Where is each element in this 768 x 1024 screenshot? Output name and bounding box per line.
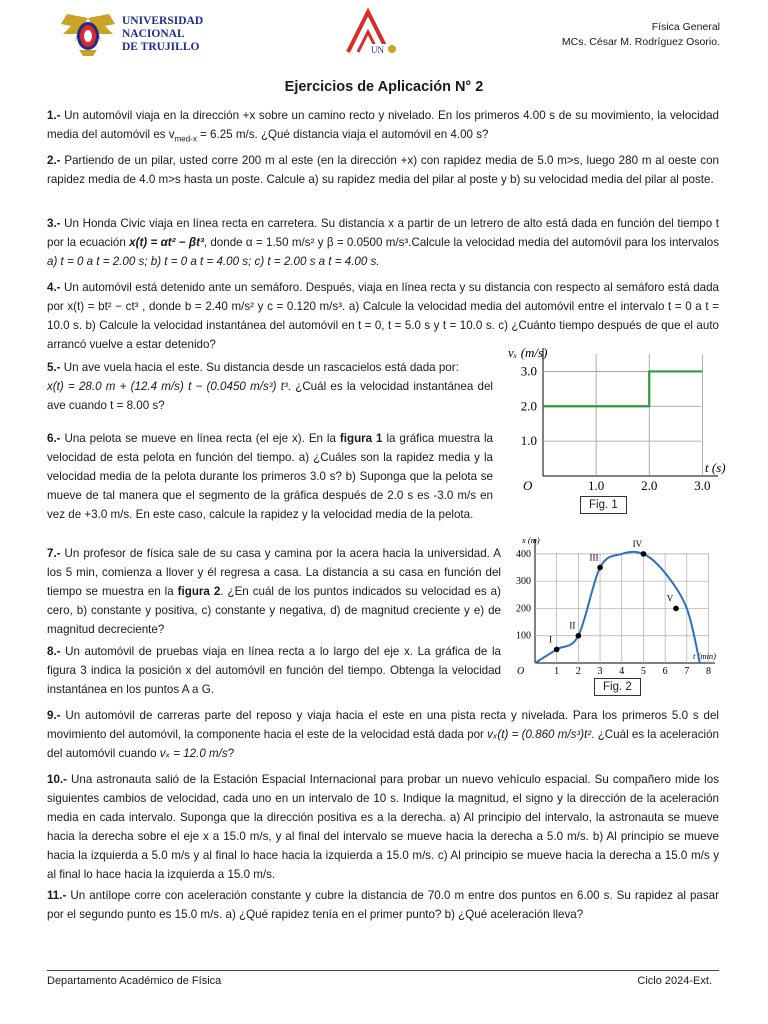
x-tick-label: 3: [597, 666, 603, 677]
university-name: UNIVERSIDAD NACIONAL DE TRUJILLO: [122, 15, 204, 53]
x-tick-label: 2: [575, 666, 581, 677]
exercise-10: 10.- Una astronauta salió de la Estación Espacial Internacional para probar un nuevo vehículo espacial. Su compañero mide los siguientes cambios de velocidad, cada uno en un intervalo de 10 s. Indique la magnitud, el signo y la dirección de la aceleración media en cada intervalo. Suponga que la dirección positiva es a la derecha. a) Al principio del intervalo, la astronauta se mueve hacia la derecha sobre el eje x a 15.0 m/s, y al final del intervalo se mueve hacia la derecha a 5.0 m/s. b) Al principio se mueve hacia la izquierda a 5.0 m/s y al final lo hace hacia la izquierda a 15.0 m/s. c) Al principio se mueve hacia la derecha a 15.0 m/s y al final lo hace hacia la izquierda a 15.0 m/s.: [47, 773, 719, 881]
y-tick-label: 400: [516, 548, 531, 560]
exercise-2: 2.- Partiendo de un pilar, usted corre 200 m al este (en la dirección +x) con rapidez media de 5.0 m>s, luego 280 m al oeste con rapidez media de 4.0 m>s hasta un poste. Calcule a) su rapidez media del pilar al poste y b) su velocidad media del pilar al poste.: [47, 154, 719, 186]
point-label: IV: [632, 538, 643, 549]
exercise-8: 8.- Un automóvil de pruebas viaja en línea recta a lo largo del eje x. La gráfica de la figura 3 indica la posición x del automóvil en función del tiempo. Obtenga la velocidad instantánea en los puntos A a G.: [47, 645, 501, 696]
exercise-9: 9.- Un automóvil de carreras parte del reposo y viaja hacia el este en una pista recta y nivelada. Para los primeros 5.0 s del movimiento del automóvil, la componente hacia el este de la velocidad está dada por vₓ(t) = (0.860 m/s³)t². ¿Cuál es la aceleración del automóvil cuando vₓ = 12.0 m/s?: [47, 709, 720, 760]
y-axis-label: x (m): [522, 535, 540, 545]
y-tick-label: 2.0: [520, 398, 537, 414]
department-logo-text: UN: [371, 45, 384, 55]
x-tick-label: 1.0: [588, 478, 605, 493]
marked-point: [673, 606, 679, 612]
marked-point: [597, 565, 603, 571]
point-label: III: [589, 552, 599, 563]
figure-2-chart: [505, 533, 720, 683]
figure-1-label: Fig. 1: [580, 496, 627, 514]
origin-label: O: [517, 666, 525, 677]
footer-divider: [47, 970, 719, 971]
course-name: Física General: [651, 21, 720, 33]
y-tick-label: 100: [516, 630, 531, 642]
x-axis-label: t (min): [693, 651, 716, 661]
y-axis-label: vₓ (m/s): [508, 345, 548, 360]
x-tick-label: 6: [662, 666, 668, 677]
y-tick-label: 300: [516, 576, 531, 588]
x-tick-label: 7: [684, 666, 690, 677]
x-tick-label: 4: [619, 666, 625, 677]
x-axis-label: t (s): [705, 460, 726, 475]
marked-point: [554, 647, 560, 653]
footer-cycle: Ciclo 2024-Ext.: [637, 975, 712, 987]
page-title: Ejercicios de Aplicación N° 2: [284, 79, 484, 95]
university-logo: [57, 12, 119, 58]
exercise-6: 6.- Una pelota se mueve en línea recta (el eje x). En la figura 1 la gráfica muestra la velocidad de esta pelota en función del tiempo. a) ¿Cuáles son la rapidez media y la velocidad media de la pelota durante los primeros 3.0 s? b) Suponga que la pelota se mueve de tal manera que el segmento de la gráfica después de 2.0 s es -3.0 m/s en vez de +3.0 m/s. En este caso, calcule la rapidez y la velocidad media de la pelota.: [47, 432, 493, 521]
y-tick-label: 3.0: [520, 363, 537, 379]
marked-point: [641, 551, 647, 557]
exercise-3: 3.- Un Honda Civic viaja en línea recta en carretera. Su distancia x a partir de un letrero de alto está dada en función del tiempo t por la ecuación x(t) = αt² − βt³, donde α = 1.50 m/s² y β = 0.0500 m/s³.Calcule la velocidad media del automóvil para los intervalos a) t = 0 a t = 2.00 s; b) t = 0 a t = 4.00 s; c) t = 2.00 s a t = 4.00 s.: [47, 217, 719, 268]
origin-label: O: [523, 478, 533, 493]
exercise-11: 11.- Un antílope corre con aceleración constante y cubre la distancia de 70.0 m entre dos puntos en 6.00 s. Su rapidez al pasar por el segundo punto es 15.0 m/s. a) ¿Qué rapidez tenía en el primer punto? b) ¿Qué aceleración lleva?: [47, 889, 719, 921]
marked-point: [576, 633, 582, 639]
teacher-name: MCs. César M. Rodríguez Osorio.: [561, 36, 720, 48]
point-label: V: [666, 593, 674, 604]
exercise-7: 7.- Un profesor de física sale de su casa y camina por la acera hacia la universidad. A los 5 min, comienza a llover y él regresa a casa. La distancia a su casa en función del tiempo se muestra en la figura 2. ¿En cuál de los puntos indicados su velocidad es a) cero, b) constante y positiva, c) constante y negativa, d) de magnitud creciente y e) de magnitud decreciente?: [47, 547, 501, 636]
x-tick-label: 5: [640, 666, 646, 677]
point-label: I: [549, 634, 553, 645]
department-logo: [340, 8, 400, 58]
figure-1-chart: [503, 340, 726, 493]
x-tick-label: 1: [554, 666, 560, 677]
y-tick-label: 200: [516, 603, 531, 615]
footer-department: Departamento Académico de Física: [47, 975, 222, 987]
header-right: [562, 20, 720, 50]
point-label: II: [569, 620, 576, 631]
velocity-series-line: [543, 371, 702, 406]
y-tick-label: 1.0: [520, 433, 537, 449]
x-tick-label: 3.0: [694, 478, 711, 493]
x-tick-label: 8: [705, 666, 711, 677]
exercise-5: 5.- Un ave vuela hacia el este. Su distancia desde un rascacielos está dada por: x(t) = 28.0 m + (12.4 m/s) t − (0.0450 m/s³) t³. ¿Cuál es la velocidad instantánea del ave cuando t = 8.00 s?: [47, 361, 493, 412]
x-tick-label: 2.0: [641, 478, 658, 493]
exercise-1: 1.- Un automóvil viaja en la dirección +x sobre un camino recto y nivelado. En los primeros 4.00 s de su movimiento, la velocidad media del automóvil es $v_{med-x} = 6.25$ m/s. ¿Qué distancia viaja el automóvil en 4.00 s?: [47, 109, 719, 144]
exercise-4: 4.- Un automóvil está detenido ante un semáforo. Después, viaja en línea recta y su distancia con respecto al semáforo está dada por x(t) = bt² − ct³ , donde b = 2.40 m/s² y c = 0.120 m/s³. a) Calcule la velocidad media del automóvil entre el intervalo t = 0 a t = 10.0 s. b) Calcule la velocidad instantánea del automóvil en t = 0, t = 5.0 s y t = 10.0 s. c) ¿Cuánto tiempo después de que el auto arrancó vuelve a estar detenido?: [47, 281, 719, 351]
figure-2-label: Fig. 2: [594, 678, 641, 696]
